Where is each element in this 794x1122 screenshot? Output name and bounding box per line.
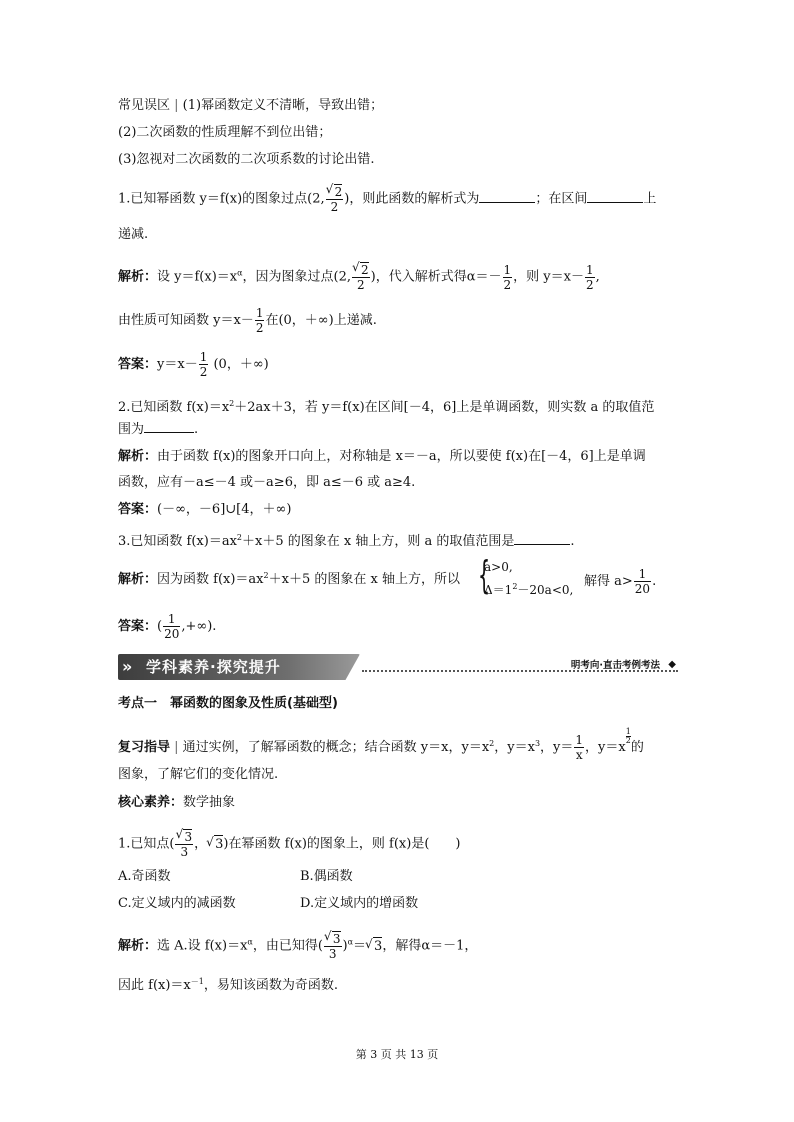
denominator: 2: [255, 321, 264, 335]
numerator: 1: [634, 567, 651, 582]
answer-blank: [587, 190, 643, 203]
q2-solution: [118, 448, 646, 466]
review-guide-cont: 图象，了解它们的变化情况.: [118, 767, 279, 782]
q1-stem-cont: 递减.: [118, 227, 149, 242]
text: 2.已知函数 f(x)＝x: [118, 400, 230, 415]
text: )在幂函数 f(x)的图象上，则 f(x)是( ): [223, 836, 461, 852]
q1-stem-text-3: ；在区间: [535, 191, 588, 207]
text: (0，＋∞): [209, 357, 269, 372]
text: .: [194, 422, 199, 437]
fraction: [503, 263, 513, 292]
option-a: A.奇函数: [118, 869, 171, 884]
fraction: [175, 829, 193, 859]
text: 通过实例，了解幂函数的概念；结合函数 y＝x，y＝x: [182, 740, 490, 755]
sqrt-3: √ 3: [332, 931, 341, 946]
text: 围为: [118, 422, 145, 437]
kaodian-title: 考点一 幂函数的图象及性质(基础型): [118, 696, 338, 711]
fraction: [199, 350, 209, 379]
text: ，则 y＝x－: [513, 269, 584, 285]
fraction: [163, 612, 180, 641]
denominator: 2: [503, 277, 512, 292]
core-literacy: [118, 794, 235, 812]
text: ＋x＋5 的图象在 x 轴上方，所以: [268, 572, 460, 587]
denominator: 2: [585, 277, 594, 292]
numerator: 1: [199, 350, 208, 364]
denominator: x: [575, 748, 583, 762]
sqrt-2: √ 2: [360, 262, 369, 277]
exponent: 2: [489, 739, 495, 748]
solution-label: 解析：: [118, 449, 158, 464]
text: y＝x－: [157, 357, 198, 372]
sqrt-3: √ 3: [214, 835, 223, 854]
numerator: 1: [625, 727, 631, 736]
misconception-item-3: (3)忽视对二次函数的二次项系数的讨论出错.: [118, 152, 375, 167]
text: 数学抽象: [183, 795, 236, 810]
solution-label: 解析：: [118, 938, 158, 954]
exponent: α: [247, 937, 253, 947]
text: (: [157, 619, 163, 634]
denominator: 2: [625, 736, 631, 745]
q3-solution: [118, 567, 460, 589]
q1-stem-text: 1.已知幂函数 y＝f(x)的图象过点(2,: [118, 191, 325, 207]
numerator: 1: [503, 262, 512, 277]
text: .: [652, 574, 657, 589]
misconception-label: 常见误区: [118, 98, 171, 113]
q4-stem: [118, 829, 460, 859]
option-b: B.偶函数: [300, 869, 353, 884]
fraction: [634, 567, 651, 596]
text: 因为函数 f(x)＝ax: [157, 572, 264, 587]
text: )，代入解析式得α＝－: [370, 269, 502, 285]
section-banner: [118, 654, 678, 680]
text: ，解得α＝－1，: [382, 938, 478, 954]
q2-answer: [118, 501, 291, 519]
numerator: 1: [255, 306, 264, 320]
fraction: [585, 263, 595, 292]
page-footer: 第 3 页 共 13 页: [355, 1048, 439, 1061]
numerator: 1: [585, 262, 594, 277]
text: ＋2ax＋3，若 y＝f(x)在区间[－4，6]上是单调函数，则实数 a 的取值范: [234, 400, 655, 415]
review-guide: 复习指导 | 通过实例，了解幂函数的概念；结合函数 y＝x，$y=x^2$，$y=x^3$，y＝ $\frac{1}{x}$ ，y＝x $\frac{1}{2}$ 的: [118, 727, 644, 762]
exponent: α: [347, 937, 354, 947]
case-1: a>0,: [484, 560, 513, 574]
denominator: 3: [180, 845, 189, 859]
q4-solution: [118, 931, 477, 961]
sqrt-2: √ 2: [334, 184, 343, 199]
text: .: [570, 534, 575, 549]
text: 由于函数 f(x)的图象开口向上，对称轴是 x＝－a，所以要使 f(x)在[－4，6]上是单调: [157, 449, 646, 464]
exponent: －1: [190, 977, 204, 986]
text: ＋x＋5 的图象在 x 轴上方，则 a 的取值范围是: [242, 534, 515, 549]
text: ，y＝x: [585, 740, 626, 755]
q2-solution-cont: 函数，应有－a≤－4 或－a≥6，即 a≤－6 或 a≥4.: [118, 475, 416, 490]
case-2: [484, 578, 573, 599]
q1-stem-text-4: 上: [643, 191, 657, 207]
solution-label: 解析：: [118, 269, 158, 285]
denominator: 2: [357, 278, 365, 292]
q1-stem: [118, 184, 656, 214]
sqrt-3: √ 3: [373, 937, 382, 956]
denominator: 20: [164, 627, 180, 641]
text: ，易知该函数为奇函数.: [203, 978, 338, 993]
banner-title: 学科素养·探究提升: [146, 658, 281, 676]
misconception-item-1: (1)幂函数定义不清晰，导致出错；: [182, 98, 384, 113]
q1-fraction: [326, 184, 344, 214]
answer-blank: [514, 532, 570, 545]
q1-solution-cont: [118, 306, 377, 335]
numerator: 1: [163, 612, 180, 627]
q3-solution-result: [584, 567, 656, 596]
q2-stem-cont: [118, 420, 198, 439]
exponent: 3: [534, 739, 541, 748]
text: 3.已知函数 f(x)＝ax: [118, 534, 237, 549]
q2-stem: [118, 395, 654, 417]
answer-blank: [479, 190, 535, 203]
exponent: 2: [512, 582, 518, 591]
denominator: 2: [330, 200, 339, 214]
text: Δ＝1: [484, 583, 513, 597]
text: －20a<0,: [517, 583, 574, 597]
text: ，y＝: [540, 740, 574, 755]
exponent: 2: [229, 399, 235, 408]
sqrt-3: √ 3: [183, 829, 192, 844]
text: ,+∞).: [181, 619, 217, 634]
core-label: 核心素养：: [118, 795, 184, 810]
text: 设 y＝f(x)＝x: [157, 269, 238, 285]
text: 选 A.设 f(x)＝x: [157, 938, 248, 954]
case-brace: {: [478, 553, 491, 597]
text: 因此 f(x)＝x: [118, 978, 191, 993]
chevron-right-icon: »: [122, 657, 133, 676]
text: ，y＝x: [494, 740, 535, 755]
text: 1.已知点(: [118, 836, 175, 852]
diamond-icon: ◆: [668, 659, 676, 670]
answer-blank: [144, 420, 194, 433]
fraction: [574, 733, 584, 762]
banner-hint: 明考向·直击考例考法: [570, 660, 660, 671]
solution-label: 解析：: [118, 572, 158, 587]
denominator: 2: [199, 365, 208, 379]
answer-label: 答案：: [118, 502, 158, 517]
denominator: 3: [328, 947, 337, 961]
text: ＝: [353, 938, 367, 954]
text: ,: [595, 269, 600, 285]
option-d: D.定义域内的增函数: [300, 896, 419, 911]
q3-stem: [118, 529, 575, 551]
q1-solution: [118, 262, 600, 292]
text: 在(0，＋∞)上递减.: [265, 313, 377, 328]
text: ): [342, 938, 348, 954]
text: 的: [630, 740, 644, 755]
numerator: 1: [575, 733, 584, 747]
exponent: 2: [236, 533, 242, 542]
answer-label: 答案：: [118, 619, 158, 634]
q4-solution-cont: [118, 973, 338, 995]
guide-label: 复习指导: [118, 740, 171, 755]
option-c: C.定义域内的减函数: [118, 896, 236, 911]
misconception-line-1: 常见误区 | (1)幂函数定义不清晰，导致出错；: [118, 98, 384, 113]
denominator: 20: [634, 582, 651, 596]
answer-label: 答案：: [118, 357, 158, 372]
text: (－∞，－6]∪[4，＋∞): [157, 502, 292, 517]
text: 解得 a>: [584, 574, 633, 589]
fraction: [255, 306, 265, 335]
exponent: α: [237, 268, 243, 278]
q1-stem-text-2: )，则此函数的解析式为: [344, 191, 480, 207]
text: ，: [194, 836, 208, 852]
exponent: 2: [263, 571, 269, 580]
misconception-item-2: (2)二次函数的性质理解不到位出错；: [118, 125, 332, 140]
fraction: [324, 931, 342, 961]
text: ，由已知得(: [252, 938, 323, 954]
text: 由性质可知函数 y＝x－: [118, 313, 254, 328]
text: ，因为图象过点(2,: [242, 269, 352, 285]
q1-answer: [118, 350, 269, 379]
fraction: [352, 262, 370, 292]
q3-answer: [118, 612, 216, 641]
